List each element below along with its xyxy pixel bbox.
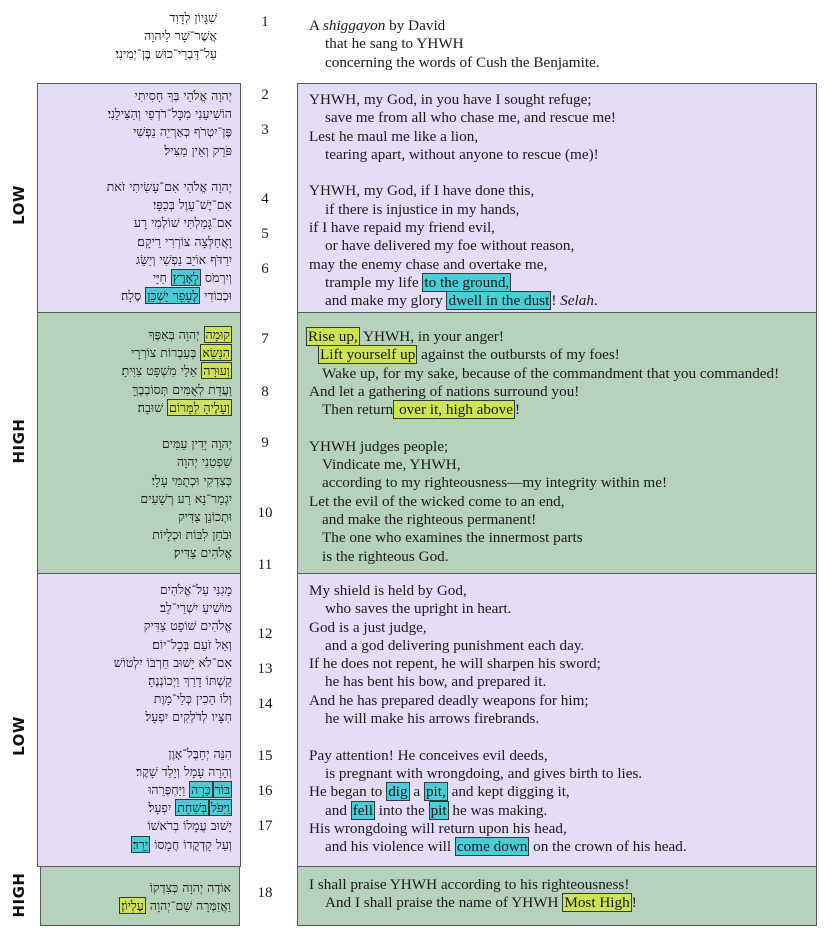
highlight-cyan: יֵרֵד׃ [132,836,149,852]
hebrew-line: יִגְמָר־נָא רַע רְשָׁעִים [140,490,232,506]
superscription-hebrew [30,9,217,69]
section-label-low: LOW [10,716,28,756]
hebrew-panel-high-1 [37,312,241,574]
hebrew-line: פֹּרֵק וְאֵין מַצִּיל׃ [164,142,232,158]
verse-number: 12 [257,626,273,642]
highlight-yellow: וְעוּרָה [203,363,230,379]
hebrew-line: מוֹשִׁיעַ יִשְׁרֵי־לֵב׃ [160,600,232,616]
highlight-cyan: כָּרָה [191,782,211,798]
verse-number: 15 [257,748,273,764]
english-line: that he sang to YHWH [325,35,464,53]
verse-number: 2 [261,87,269,103]
hebrew-line: יְהוָה אֱלֹהַי בְּךָ חָסִיתִי [134,88,232,103]
hebrew-line: וַאֲזַמְּרָה שֵׁם־יְהוָה עֶלְיוֹן׃ [121,898,231,914]
verse-number: 8 [261,384,269,400]
verse-number: 17 [257,818,273,834]
hebrew-line: וְעָלֶיהָ לַמָּרוֹם שׁוּבָה׃ [137,399,230,415]
english-line: is pregnant with wrongdoing, and gives birth to lies. [325,764,643,782]
highlight-cyan: dig [388,783,408,801]
hebrew-line: אִם־יֶשׁ־עָוֶל בְּכַפָּי׃ [152,197,232,213]
english-line: and a god delivering punishment each day. [325,636,585,654]
verse-number: 4 [261,191,269,207]
hebrew-line: יְהוָה יָדִין עַמִּים [161,436,232,452]
verse-number: 16 [257,783,273,799]
hebrew-line: הִנֵּה יְחַבֶּל־אָוֶן [168,745,232,761]
english-line: Lift yourself up against the outbursts of my foes! [320,346,620,364]
english-line: If he does not repent, he will sharpen his sword; [309,655,601,673]
hebrew-line [122,417,232,435]
hebrew-line: וַיִּפֹּלבְּשַׁחַת יִפְעָל׃ [148,800,230,816]
highlight-cyan: fell [352,801,373,819]
english-panel-high-1 [297,312,817,574]
hebrew-line: פֶּן־יִטְרֹף כְּאַרְיֵה נַפְשִׁי [133,124,232,140]
highlight-cyan: וַיִּפֹּל [211,800,230,816]
hebrew-panel-low-2 [37,573,241,867]
english-line: And let a gathering of nations surround you! [309,382,580,400]
verse-number: 7 [261,331,269,347]
verse-number: 5 [261,226,269,242]
highlight-yellow: Lift yourself up [320,346,416,364]
hebrew-line: אוֹדֶה יְהוָה כְּצִדְקוֹ [149,880,231,895]
highlight-cyan: pit, [425,783,446,801]
hebrew-line: וְאֵל זֹעֵם בְּכָל־יוֹם׃ [152,636,232,652]
english-line: I shall praise YHWH according to his righteousness! [309,876,630,893]
english-line: Wake up, for my sake, because of the commandment that you commanded! [322,364,780,382]
english-line: or have delivered my foe without reason, [325,237,575,255]
english-line: and make the righteous permanent! [322,510,537,528]
highlight-yellow: קוּמָה [205,327,230,342]
hebrew-line: וּבֹחֵן לִבּוֹת וּכְלָיוֹת [152,527,232,543]
hebrew-line: הוֹשִׁיעֵנִי מִכָּל־רֹדְפַי וְהַצִּילֵנִי׃ [107,106,232,122]
english-line: if there is injustice in my hands, [325,200,520,218]
verse-number: 11 [257,557,273,573]
english-line: Let the evil of the wicked come to an end, [309,492,565,510]
hebrew-line: הִנָּשֵׂא בְּעַבְרוֹת צוֹרְרָי [131,345,230,361]
hebrew-line: שָׁפְטֵנִי יְהוָה [176,454,232,470]
english-line: and make my glory dwell in the dust ! Selah. [325,292,598,310]
hebrew-line: כְּצִדְקִי וּכְתֻמִּי עָלָי׃ [151,472,232,488]
hebrew-line: וָאֲחַלְּצָה צוֹרְרִי רֵיקָם׃ [137,233,232,249]
english-line: Vindicate me, YHWH, [322,456,461,474]
english-line: My shield is held by God, [309,582,467,599]
verse-number: 14 [257,696,273,712]
english-line: save me from all who chase me, and rescue me! [325,109,616,127]
english-line: he has bent his bow, and prepared it. [325,673,547,691]
english-line: YHWH, my God, if I have done this, [309,182,535,200]
superscription-english [309,17,600,72]
hebrew-line: וַעֲדַת לְאֻמִּים תְּסוֹבְבֶךָּ [132,381,232,397]
highlight-cyan: בְּשַׁחַת [177,800,208,816]
highlight-cyan: to the ground, [424,273,510,291]
english-line: God is a just judge, [309,618,427,636]
hebrew-line: מָגִנִּי עַל־אֱלֹהִים [159,582,232,597]
hebrew-line: אֱלֹהִים צַדִּיק׃ [173,545,232,561]
english-line: he will make his arrows firebrands. [325,710,540,728]
hebrew-line: יָשׁוּב עֲמָלוֹ בְרֹאשׁוֹ [147,818,232,834]
english-line: A shiggayon by David [309,17,446,34]
highlight-cyan: dwell in the dust [448,292,550,310]
english-line: tearing apart, without anyone to rescue (me)! [325,145,599,163]
hebrew-line [114,727,232,745]
verse-number: 3 [261,122,269,138]
english-panel-high-2 [297,866,817,926]
hebrew-line: יְהוָה אֱלֹהַי אִם־עָשִׂיתִי זֹאת [106,178,232,194]
english-line: if I have repaid my friend evil, [309,219,495,237]
verse-number: 18 [257,885,273,901]
highlight-yellow: עֶלְיוֹן׃ [121,898,144,914]
english-line [306,419,779,437]
english-line: trample my life to the ground, [325,273,510,291]
english-line: and his violence will come down on the crown of his head. [325,838,687,856]
highlight-yellow: over it, high above [395,401,513,419]
highlight-cyan: לָאָרֶץ [172,269,199,285]
hebrew-line: וְעַל קָדְקֳדוֹ חֲמָסוֹ יֵרֵד׃ [132,836,232,852]
highlight-yellow: Rise up, [308,328,358,345]
section-label-high: HIGH [10,418,28,464]
highlight-yellow: Most High [564,894,630,912]
hebrew-line: אִם־לֹא יָשׁוּב חַרְבּוֹ יִלְטוֹשׁ [113,654,232,670]
highlight-cyan: come down [456,838,528,856]
hebrew-line: אֲשֶׁר־שָׁר לַיהוָה [144,28,217,44]
english-line: Lest he maul me like a lion, [309,127,479,145]
verse-number: 10 [257,505,273,521]
highlight-cyan: לֶעָפָר יַשְׁכֵּן [147,288,199,304]
hebrew-line: בּוֹרכָּרָה וַיַּחְפְּרֵהוּ [148,782,230,798]
verse-number: 13 [257,661,273,677]
hebrew-line: קוּמָה יְהוָה בְּאַפֶּךָ [148,327,230,342]
english-line [309,164,616,182]
english-line: YHWH, my God, in you have I sought refuge; [309,91,592,108]
hebrew-line: עַל־דִּבְרֵי־כוּשׁ בֶּן־יְמִינִי׃ [115,46,217,62]
section-label-low: LOW [10,185,28,225]
hebrew-line: אֱלֹהִים שׁוֹפֵט צַדִּיק [143,618,232,634]
english-line: who saves the upright in heart. [325,600,512,618]
hebrew-line: חִצָּיו לְדֹלְקִים יִפְעָל׃ [145,709,232,725]
english-panel-low-1 [297,83,817,313]
hebrew-line: וְהָרָה עָמָל וְיָלַד שָׁקֶר׃ [136,763,232,779]
verse-number: 9 [261,435,269,451]
english-line: and fell into the pit he was making. [325,801,548,819]
english-line: Rise up, YHWH, in your anger! [308,328,504,345]
hebrew-line: יִרַדֹּף אוֹיֵב נַפְשִׁי וְיַשֵּׂג [135,251,232,267]
hebrew-line [107,160,232,178]
english-panel-low-2 [297,573,817,867]
hebrew-line: וְעוּרָה אֵלַי מִשְׁפָּט צִוִּיתָ׃ [121,363,230,379]
highlight-yellow: הִנָּשֵׂא [202,345,230,361]
english-line: And I shall praise the name of YHWH Most High ! [325,894,637,912]
english-line: And he has prepared deadly weapons for him; [309,691,589,709]
hebrew-line: שִׁגָּיוֹן לְדָוִד [169,10,217,25]
hebrew-line: וּתְכוֹנֵן צַדִּיק [178,508,232,524]
english-line: He began to dig a pit, and kept digging it, [309,783,570,801]
english-line: The one who examines the innermost parts [322,529,583,547]
english-line: may the enemy chase and overtake me, [309,255,548,273]
verse-number: 1 [261,14,269,30]
verse-number: 6 [261,261,269,277]
section-label-high: HIGH [10,872,28,918]
highlight-yellow: וְעָלֶיהָ לַמָּרוֹם [169,399,230,415]
english-line: concerning the words of Cush the Benjamite. [325,53,600,71]
english-line: Then return over it, high above ! [322,401,521,419]
hebrew-line: קַשְׁתּוֹ דָרַךְ וַיְכוֹנְנֶהָ׃ [148,672,232,688]
english-line: YHWH judges people; [309,437,449,455]
english-line: is the righteous God. [322,547,449,565]
english-line: Pay attention! He conceives evil deeds, [309,746,548,764]
hebrew-line: אִם־גָּמַלְתִּי שׁוֹלְמִי רָע [133,215,232,231]
highlight-cyan: pit [430,801,447,819]
hebrew-line: וְיִרְמֹס לָאָרֶץ חַיָּי [152,269,232,285]
hebrew-line: וְלוֹ הֵכִין כְּלֵי־מָוֶת [153,691,232,707]
hebrew-panel-low-1 [37,83,241,313]
hebrew-panel-high-2 [40,866,240,926]
highlight-cyan: בּוֹר [214,782,230,798]
english-line: His wrongdoing will return upon his head, [309,819,567,837]
english-line: according to my righteousness—my integrity within me! [322,474,668,492]
english-line [309,728,687,746]
hebrew-line: וּכְבוֹדִי לֶעָפָר יַשְׁכֵּן סֶלָה׃ [121,288,232,304]
